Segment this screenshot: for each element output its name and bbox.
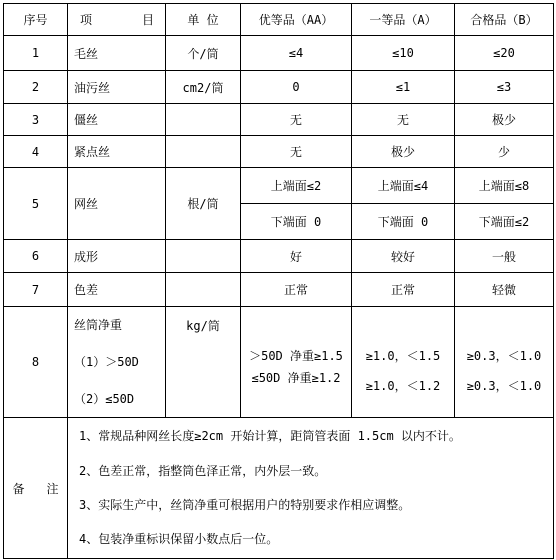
- row-grade-aa: [241, 307, 352, 418]
- row-grade-b: 少: [455, 136, 554, 168]
- aa-bottom-face: 下端面 0: [241, 203, 351, 239]
- row-item: 油污丝: [68, 71, 166, 104]
- row-unit: [166, 240, 241, 273]
- row-no: 7: [4, 273, 68, 307]
- table-row: [4, 104, 554, 136]
- aa-top-face: 上端面≤2: [270, 179, 322, 193]
- a-top-face: 上端面≤4: [377, 179, 429, 193]
- quality-spec-table: [3, 3, 554, 559]
- b-weight-2: ≥0.3，＜1.0: [466, 379, 542, 393]
- row-grade-aa: 无: [241, 136, 352, 168]
- net-weight-sub-1: （1）＞50D: [74, 354, 139, 369]
- row-no: 8: [4, 307, 68, 418]
- a-weight-1: ≥1.0，＜1.5: [365, 349, 441, 363]
- remarks-label-b: 注: [46, 481, 59, 496]
- table-row: [4, 71, 554, 104]
- row-grade-a: 正常: [352, 273, 455, 307]
- row-no: 6: [4, 240, 68, 273]
- aa-weight-1: ＞50D 净重≥1.5: [249, 349, 343, 363]
- a-bottom-face: 下端面 0: [352, 203, 454, 239]
- net-weight-label: 丝筒净重: [74, 318, 123, 333]
- row-grade-a: 极少: [352, 136, 455, 168]
- row-grade-a: 无: [352, 104, 455, 136]
- remark-note-3: 3、实际生产中，丝筒净重可根据用户的特别要求作相应调整。: [79, 498, 411, 512]
- row-no: 2: [4, 71, 68, 104]
- row-grade-a: ≤1: [352, 71, 455, 104]
- row-unit: [166, 104, 241, 136]
- remarks-label: [4, 418, 68, 559]
- row-no: 5: [4, 168, 68, 240]
- header-grade-b: 合格品（B）: [455, 4, 554, 36]
- header-grade-aa: 优等品（AA）: [241, 4, 352, 36]
- table-row: [4, 240, 554, 273]
- row-unit: kg/筒: [166, 307, 241, 418]
- header-row: [4, 4, 554, 36]
- net-weight-sub-2: （2）≤50D: [74, 391, 135, 406]
- row-grade-aa: [241, 168, 352, 240]
- row-grade-b: ≤3: [455, 71, 554, 104]
- header-item: [68, 4, 166, 36]
- header-item-b: 目: [142, 13, 155, 27]
- remarks-row: [4, 418, 554, 559]
- row-grade-a: [352, 307, 455, 418]
- remark-note-1: 1、常规品种网丝长度≥2cm 开始计算，距筒管表面 1.5cm 以内不计。: [79, 429, 461, 444]
- row-grade-a: ≤10: [352, 36, 455, 71]
- row-no: 1: [4, 36, 68, 71]
- remarks-label-a: 备: [12, 481, 25, 496]
- row-item: [68, 307, 166, 418]
- row-grade-aa: 无: [241, 104, 352, 136]
- table-row: [4, 168, 554, 240]
- header-no: 序号: [4, 4, 68, 36]
- row-grade-b: 一般: [455, 240, 554, 273]
- a-weight-2: ≥1.0，＜1.2: [365, 379, 441, 393]
- row-unit: 根/筒: [166, 168, 241, 240]
- row-grade-aa: 好: [241, 240, 352, 273]
- aa-weight-2: ≤50D 净重≥1.2: [251, 371, 341, 385]
- row-grade-aa: 0: [241, 71, 352, 104]
- header-grade-a: 一等品（A）: [352, 4, 455, 36]
- row-grade-b: [455, 307, 554, 418]
- row-item: 毛丝: [68, 36, 166, 71]
- table-row: [4, 273, 554, 307]
- table-row: [4, 36, 554, 71]
- row-item: 成形: [68, 240, 166, 273]
- row-item: 网丝: [68, 168, 166, 240]
- row-unit: [166, 136, 241, 168]
- remarks-notes: [68, 418, 554, 559]
- remark-note-2: 2、色差正常，指整筒色泽正常，内外层一致。: [79, 463, 327, 478]
- header-unit: 单 位: [166, 4, 241, 36]
- b-weight-1: ≥0.3，＜1.0: [466, 349, 542, 363]
- row-no: 4: [4, 136, 68, 168]
- table-row: [4, 307, 554, 418]
- row-unit: 个/筒: [166, 36, 241, 71]
- b-bottom-face: 下端面≤2: [455, 203, 553, 239]
- row-grade-b: 极少: [455, 104, 554, 136]
- row-grade-b: [455, 168, 554, 240]
- header-item-a: 项: [80, 13, 93, 27]
- row-no: 3: [4, 104, 68, 136]
- row-item: 色差: [68, 273, 166, 307]
- row-unit: cm2/筒: [166, 71, 241, 104]
- row-grade-b: 轻微: [455, 273, 554, 307]
- remark-note-4: 4、包装净重标识保留小数点后一位。: [79, 532, 279, 547]
- row-item: 僵丝: [68, 104, 166, 136]
- row-grade-aa: 正常: [241, 273, 352, 307]
- row-item: 紧点丝: [68, 136, 166, 168]
- table-row: [4, 136, 554, 168]
- row-grade-aa: ≤4: [241, 36, 352, 71]
- b-top-face: 上端面≤8: [478, 179, 530, 193]
- row-grade-a: 较好: [352, 240, 455, 273]
- row-unit: [166, 273, 241, 307]
- row-grade-b: ≤20: [455, 36, 554, 71]
- row-grade-a: [352, 168, 455, 240]
